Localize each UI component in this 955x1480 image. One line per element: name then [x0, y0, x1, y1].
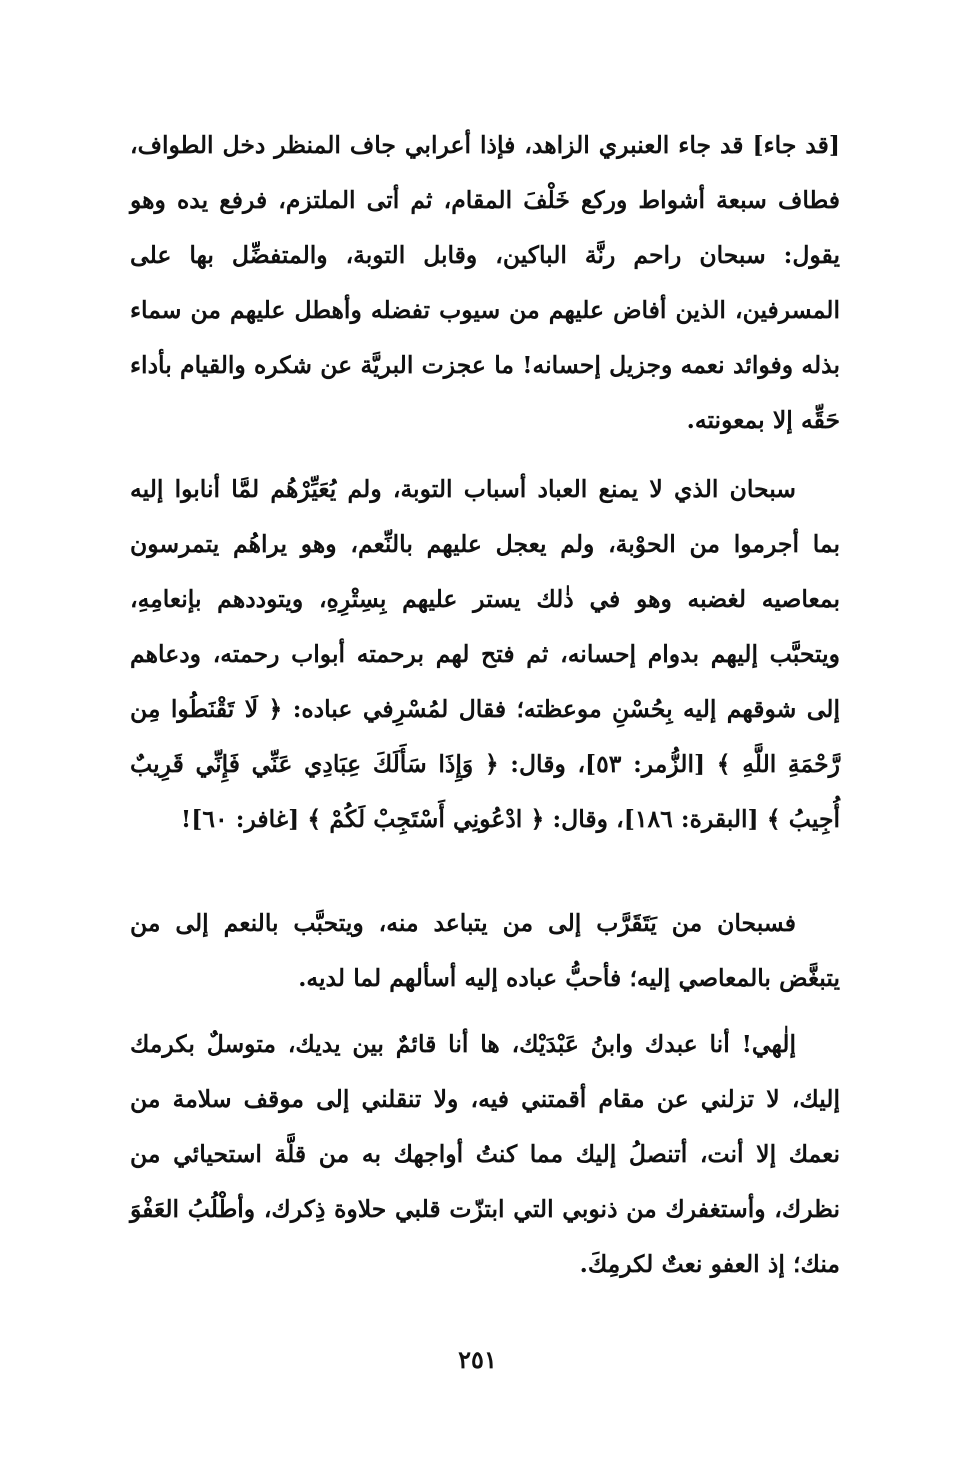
paragraph-supplication [130, 1017, 840, 1292]
paragraph-text: فسبحان من يَتَقَرَّب إلى من يتباعد منه، ويتحبَّب بالنعم إلى من يتبغَّض بالمعاصي إليه؛ فأحبُّ عباده إليه أسألهم لما لديه. [130, 909, 840, 992]
paragraph-text: إلٰهي! أنا عبدك وابنُ عَبْدَيْك، ها أنا قائمٌ بين يديك، متوسلٌ بكرمك إليك، لا تزلني عن مقام أقمتني فيه، ولا تنقلني إلى موقف سلامة من نعمك إلا أنت، أتنصلُ إليك مما كنتُ أواجهك به من قلَّة استحيائي من نظرك، وأستغفرك من ذنوبي التي ابتزّت قلبي حلاوة ذِكرك، وأطْلُبُ العَفْوَ منك؛ إذ العفو نعتٌ لكرمِكَ. [130, 1030, 840, 1278]
paragraph-anbari-account [130, 118, 840, 448]
paragraph-glorification [130, 462, 840, 847]
paragraph-text: [قد جاء] قد جاء العنبري الزاهد، فإذا أعرابي جاف المنظر دخل الطواف، فطاف سبعة أشواط وركع خَلْفَ المقام، ثم أتى الملتزم، فرفع يده وهو يقول: سبحان راحم رنَّة الباكين، وقابل التوبة، والمتفضِّل بها على المسرفين، الذين أفاض عليهم من سيوب تفضله وأهطل عليهم من سماء بذله وفوائد نعمه وجزيل إحسانه! ما عجزت البريَّة عن شكره والقيام بأداء حَقِّه إلا بمعونته. [130, 131, 840, 434]
page-number: ٢٥١ [458, 1345, 497, 1374]
paragraph-nearness [130, 896, 840, 1006]
paragraph-text: سبحان الذي لا يمنع العباد أسباب التوبة، ولم يُعَيِّرْهُم لمَّا أنابوا إليه بما أجرموا من الحوْبة، ولم يعجل عليهم بالنِّعم، وهو يراهُم يتمرسون بمعاصيه لغضبه وهو في ذٰلك يستر عليهم بِسِتْرِهِ، ويتوددهم بإنعامِهِ، ويتحبَّب إليهم بدوام إحسانه، ثم فتح لهم برحمته أبواب رحمته، ودعاهم إلى شوقهم إليه بِحُسْنِ موعظته؛ فقال لمُسْرِفي عباده: ﴿ لَا تَقْنَطُوا مِن رَّحْمَةِ اللَّهِ ﴾ [الزُّمر: ٥٣]، وقال: ﴿ وَإِذَا سَأَلَكَ عِبَادِي عَنِّي فَإِنِّي قَرِيبٌ أُجِيبُ ﴾ [البقرة: ١٨٦]، وقال: ﴿ ادْعُونِي أَسْتَجِبْ لَكُمْ ﴾ [غافر: ٦٠]! [130, 475, 841, 833]
